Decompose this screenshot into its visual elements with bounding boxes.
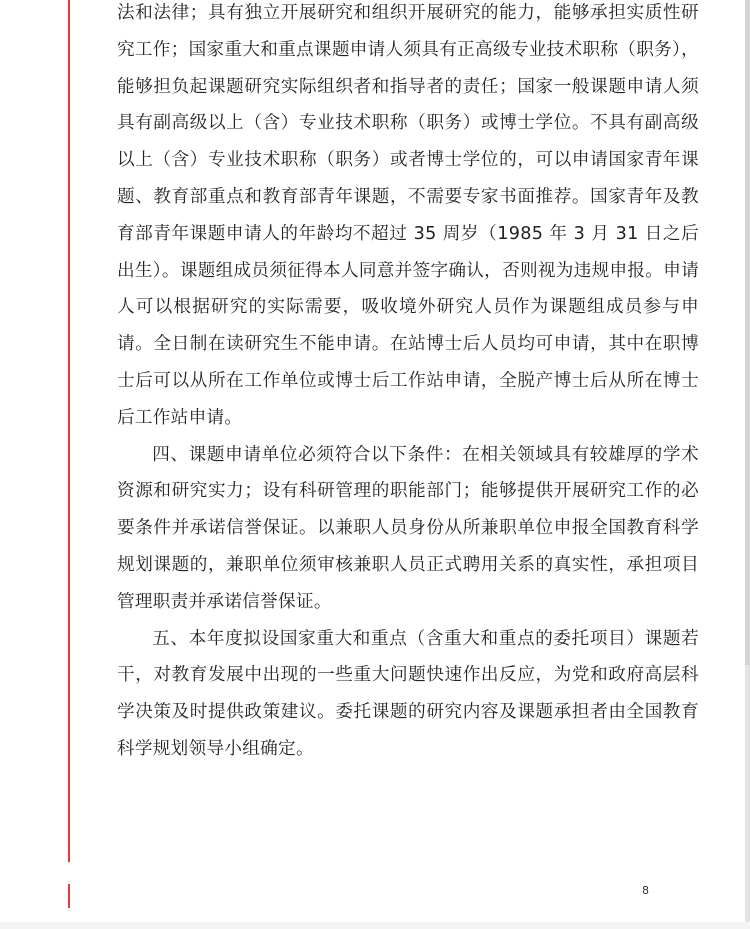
paragraph-section-four: 四、课题申请单位必须符合以下条件：在相关领域具有较雄厚的学术资源和研究实力；设有科研管理的职能部门；能够提供开展研究工作的必要条件并承诺信誉保证。以兼职人员身份从所兼职单位申报全国教育科学规划课题的，兼职单位须审核兼职人员正式聘用关系的真实性，承担项目管理职责并承诺信誉保证。 <box>117 444 699 612</box>
left-margin-rule-footer <box>68 884 70 908</box>
page-number: 8 <box>642 884 649 897</box>
document-body <box>117 0 699 768</box>
paragraph-eligibility-continued: 法和法律；具有独立开展研究和组织开展研究的能力，能够承担实质性研究工作；国家重大和重点课题申请人须具有正高级专业技术职称（职务），能够担负起课题研究实际组织者和指导者的责任；国家一般课题申请人须具有副高级以上（含）专业技术职称（职务）或博士学位。不具有副高级以上（含）专业技术职称（职务）或者博士学位的，可以申请国家青年课题、教育部重点和教育部青年课题，不需要专家书面推荐。国家青年及教育部青年课题申请人的年龄均不超过 35 周岁（1985 年 3 月 31 日之后出生）。课题组成员须征得本人同意并签字确认，否则视为违规申报。申请人可以根据研究的实际需要，吸收境外研究人员作为课题组成员参与申请。全日制在读研究生不能申请。在站博士后人员均可申请，其中在职博士后可以从所在工作单位或博士后工作站申请，全脱产博士后从所在博士后工作站申请。 <box>117 3 699 428</box>
page-bottom-edge <box>0 922 750 929</box>
vertical-scrollbar-thumb[interactable] <box>745 0 750 665</box>
paragraph-section-five: 五、本年度拟设国家重大和重点（含重大和重点的委托项目）课题若干，对教育发展中出现的一些重大问题快速作出反应，为党和政府高层科学决策及时提供政策建议。委托课题的研究内容及课题承担者由全国教育科学规划领导小组确定。 <box>117 628 699 759</box>
left-margin-rule <box>68 0 70 862</box>
